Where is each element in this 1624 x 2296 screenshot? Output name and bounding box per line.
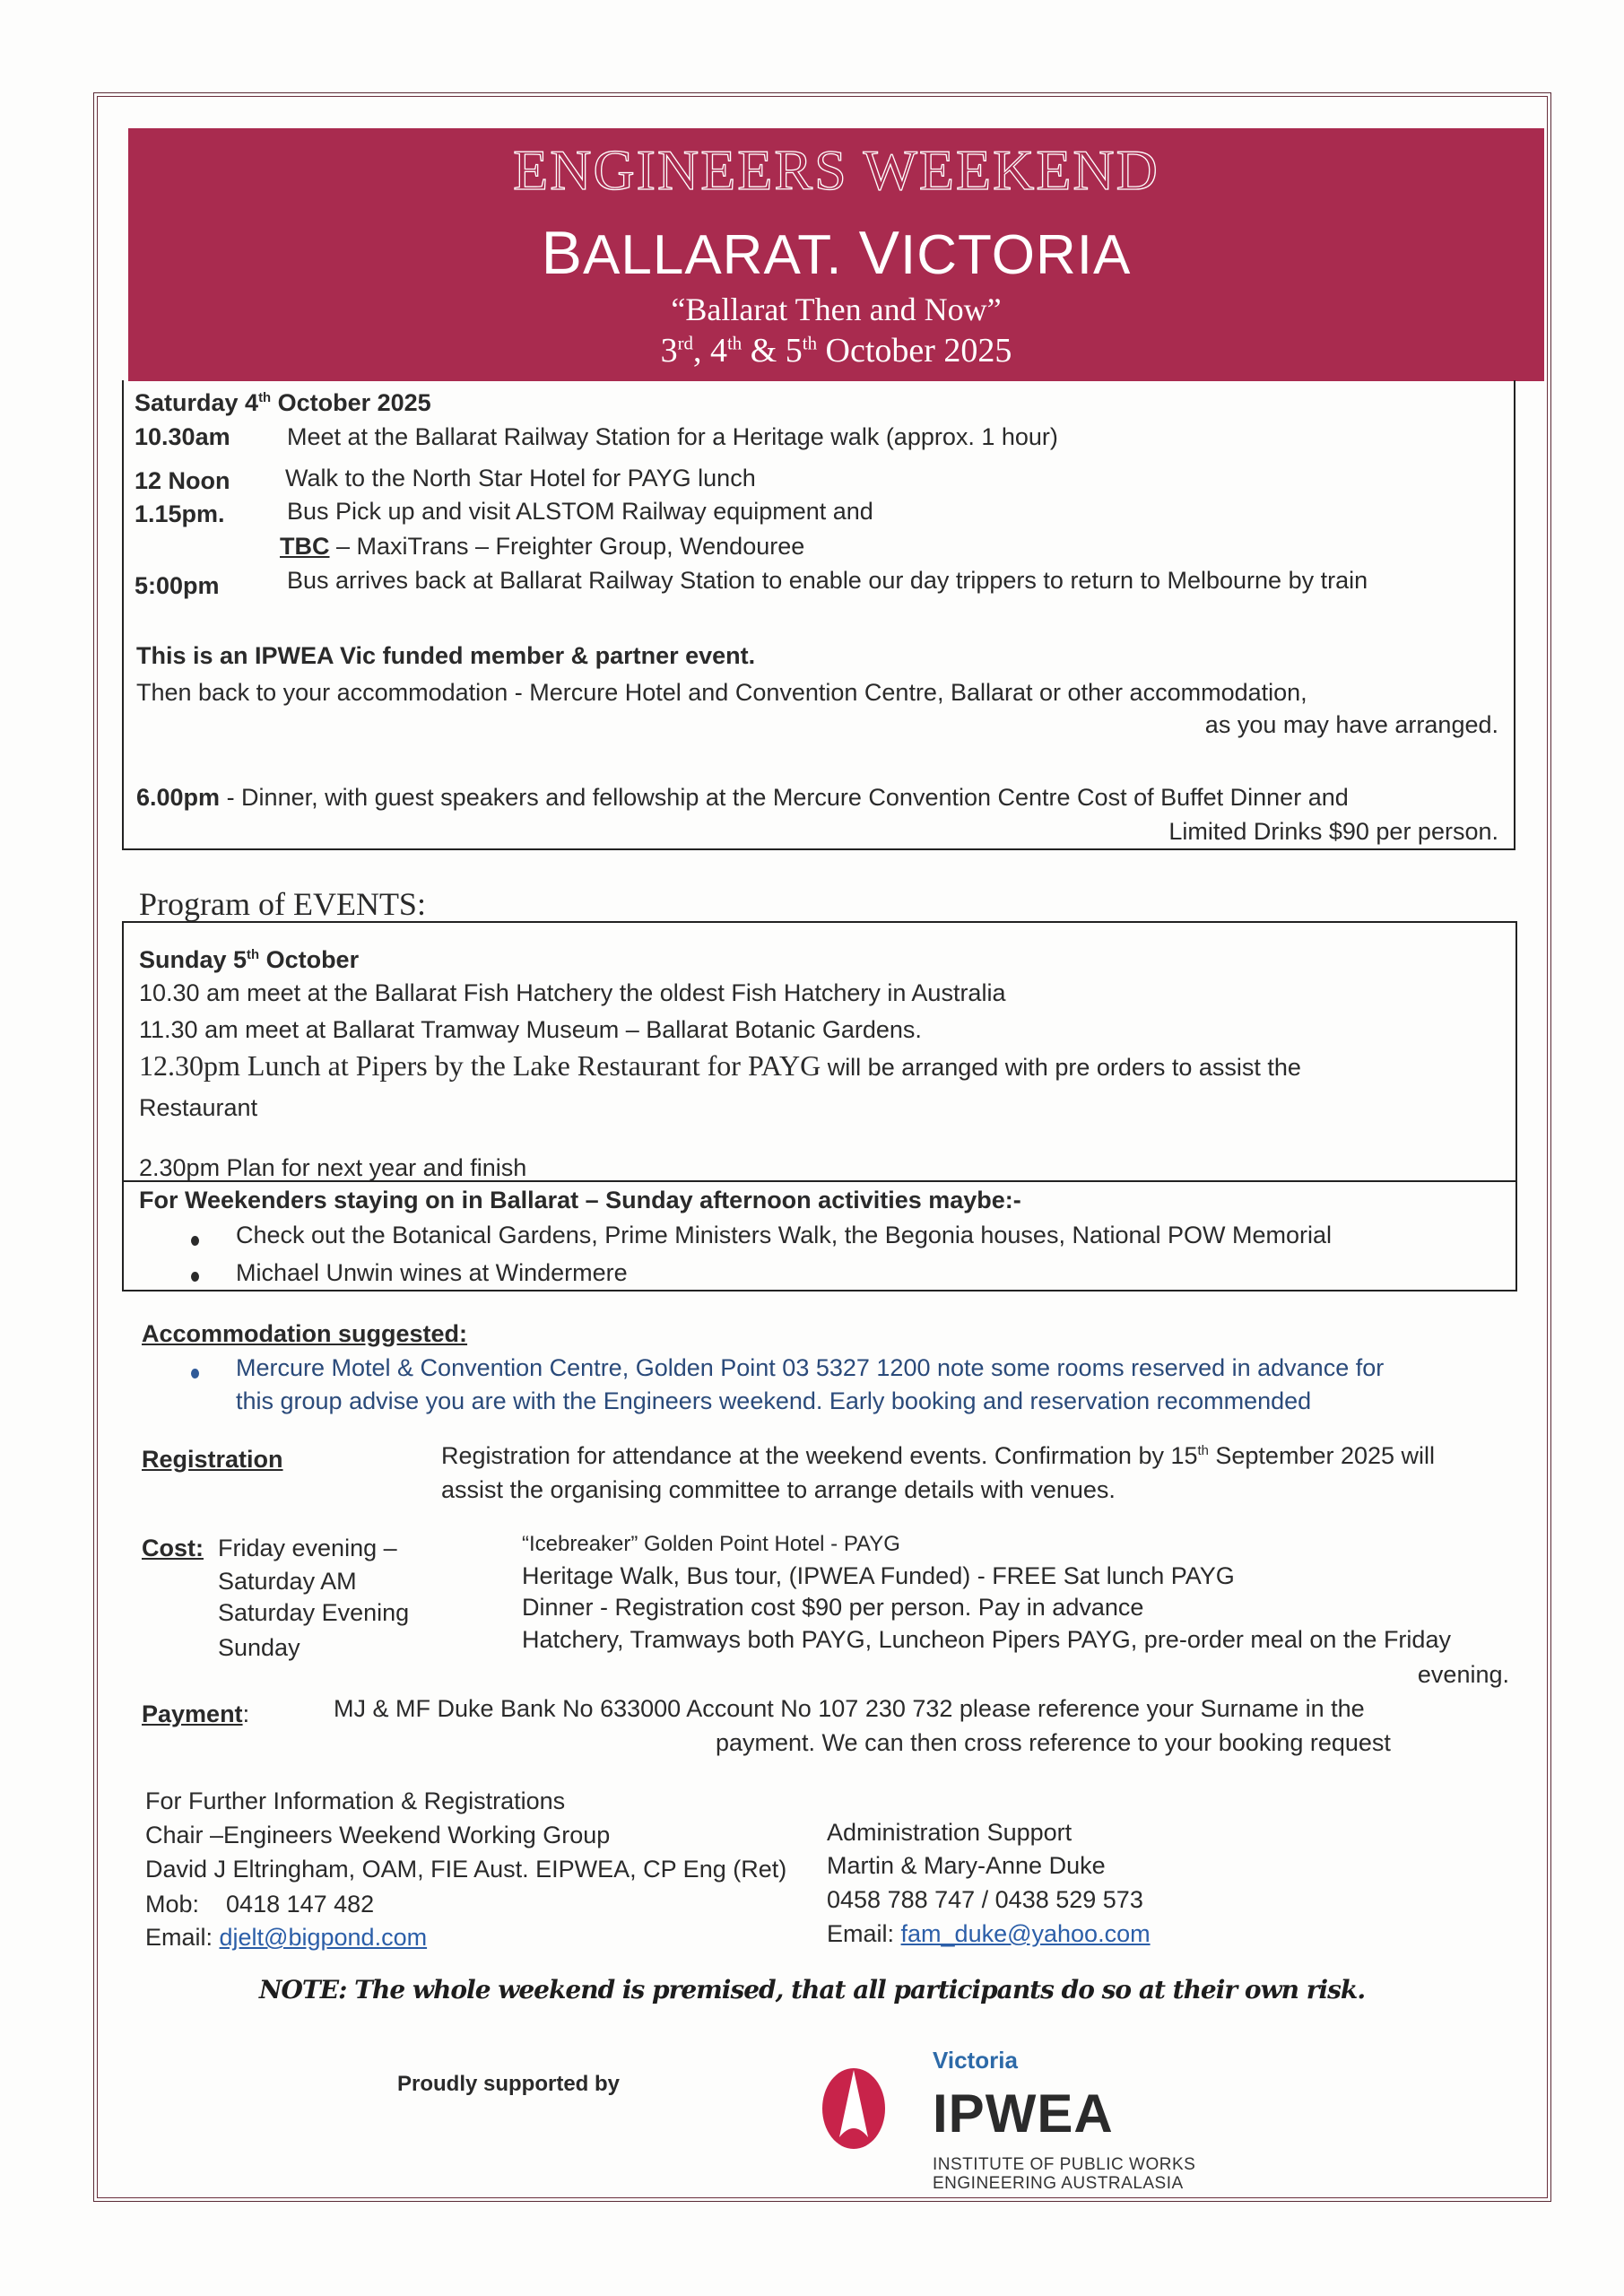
- event-dates: 3rd, 4th & 5th October 2025: [660, 332, 1012, 370]
- bullet-icon: [191, 1236, 199, 1246]
- logo-name: IPWEA: [933, 2083, 1114, 2144]
- activity-item: Michael Unwin wines at Windermere: [236, 1259, 628, 1286]
- logo-subtitle: INSTITUTE OF PUBLIC WORKS: [933, 2155, 1196, 2174]
- dinner-note-cont: Limited Drinks $90 per person.: [1168, 818, 1498, 845]
- chair-mobile: Mob: 0418 147 482: [145, 1891, 375, 1918]
- admin-phones: 0458 788 747 / 0438 529 573: [827, 1886, 1143, 1913]
- program-item-lunch: 12.30pm Lunch at Pipers by the Lake Restaurant for PAYG will be arranged with pre orders to assist the: [139, 1049, 1301, 1082]
- registration-text: Registration for attendance at the weekend events. Confirmation by 15th September 2025 will: [441, 1442, 1436, 1469]
- cost-what: Hatchery, Tramways both PAYG, Luncheon Pipers PAYG, pre-order meal on the Friday: [522, 1626, 1451, 1653]
- payment-text-cont: payment. We can then cross reference to your booking request: [716, 1729, 1391, 1756]
- funded-note: This is an IPWEA Vic funded member & partner event.: [136, 642, 756, 669]
- program-item-lunch-cont: Restaurant: [139, 1094, 258, 1121]
- payment-label: Payment:: [142, 1700, 250, 1727]
- event-location: BALLARAT. VICTORIA: [541, 219, 1132, 287]
- dinner-note: 6.00pm - Dinner, with guest speakers and fellowship at the Mercure Convention Centre Cost of Buffet Dinner and: [136, 784, 1349, 811]
- admin-name: Martin & Mary-Anne Duke: [827, 1852, 1106, 1879]
- program-item: 11.30 am meet at Ballarat Tramway Museum – Ballarat Botanic Gardens.: [139, 1016, 922, 1043]
- accommodation-item: Mercure Motel & Convention Centre, Golden Point 03 5327 1200 note some rooms reserved in advance for: [236, 1354, 1385, 1381]
- cost-when: Friday evening –: [218, 1535, 397, 1561]
- admin-email-link[interactable]: fam_duke@yahoo.com: [900, 1920, 1151, 1947]
- header-banner: [128, 128, 1544, 381]
- accommodation-item-cont: this group advise you are with the Engineers weekend. Early booking and reservation recommended: [236, 1387, 1312, 1414]
- sunday-heading: Sunday 5th October: [139, 946, 360, 973]
- chair-email-row: Email: djelt@bigpond.com: [145, 1924, 428, 1951]
- saturday-heading: Saturday 4th October 2025: [135, 389, 431, 416]
- schedule-text: Walk to the North Star Hotel for PAYG lunch: [285, 465, 756, 491]
- accommodation-note-cont: as you may have arranged.: [1204, 711, 1498, 738]
- payment-text: MJ & MF Duke Bank No 633000 Account No 107 230 732 please reference your Surname in the: [334, 1695, 1365, 1722]
- schedule-time: 12 Noon: [135, 467, 230, 494]
- cost-when: Saturday AM: [218, 1568, 357, 1595]
- cost-what: “Icebreaker” Golden Point Hotel - PAYG: [522, 1532, 900, 1556]
- activity-item: Check out the Botanical Gardens, Prime Ministers Walk, the Begonia houses, National POW Memorial: [236, 1222, 1333, 1248]
- schedule-text: Bus arrives back at Ballarat Railway Station to enable our day trippers to return to Melbourne by train: [287, 567, 1368, 594]
- weekenders-heading: For Weekenders staying on in Ballarat – Sunday afternoon activities maybe:-: [139, 1187, 1021, 1213]
- cost-when: Sunday: [218, 1634, 300, 1661]
- registration-text-cont: assist the organising committee to arrange details with venues.: [441, 1476, 1116, 1503]
- program-heading: Program of EVENTS:: [139, 886, 426, 922]
- contact-intro: For Further Information & Registrations: [145, 1787, 566, 1814]
- cost-what: Heritage Walk, Bus tour, (IPWEA Funded) - FREE Sat lunch PAYG: [522, 1562, 1235, 1589]
- schedule-text: Bus Pick up and visit ALSTOM Railway equipment and: [287, 498, 873, 525]
- ipwea-logo-icon: [821, 2067, 886, 2150]
- accommodation-heading: Accommodation suggested:: [142, 1320, 468, 1347]
- cost-what-cont: evening.: [1417, 1661, 1509, 1688]
- schedule-text: Meet at the Ballarat Railway Station for a Heritage walk (approx. 1 hour): [287, 423, 1058, 450]
- event-title: ENGINEERS WEEKEND: [513, 138, 1159, 202]
- event-theme: “Ballarat Then and Now”: [671, 291, 1002, 327]
- chair-email-link[interactable]: djelt@bigpond.com: [219, 1924, 428, 1951]
- admin-role: Administration Support: [827, 1819, 1073, 1846]
- logo-subtitle: ENGINEERING AUSTRALASIA: [933, 2174, 1184, 2193]
- bullet-icon: [191, 1272, 199, 1282]
- bullet-icon: [191, 1369, 199, 1378]
- chair-name: David J Eltringham, OAM, FIE Aust. EIPWEA, CP Eng (Ret): [145, 1856, 787, 1883]
- chair-role: Chair –Engineers Weekend Working Group: [145, 1822, 611, 1848]
- supported-by-label: Proudly supported by: [397, 2072, 621, 2096]
- schedule-time: 10.30am: [135, 423, 230, 450]
- program-item-finish: 2.30pm Plan for next year and finish: [139, 1154, 527, 1181]
- registration-label: Registration: [142, 1446, 283, 1473]
- cost-when: Saturday Evening: [218, 1599, 410, 1626]
- schedule-text-tbc: TBC – MaxiTrans – Freighter Group, Wendouree: [280, 533, 805, 560]
- schedule-time: 5:00pm: [135, 572, 220, 599]
- logo-region: Victoria: [933, 2047, 1018, 2074]
- accommodation-note: Then back to your accommodation - Mercure Hotel and Convention Centre, Ballarat or other accommodation,: [136, 679, 1307, 706]
- risk-note: NOTE: The whole weekend is premised, that all participants do so at their own risk.: [258, 1975, 1366, 2005]
- program-item: 10.30 am meet at the Ballarat Fish Hatchery the oldest Fish Hatchery in Australia: [139, 979, 1006, 1006]
- schedule-time: 1.15pm.: [135, 500, 225, 527]
- cost-label: Cost:: [142, 1535, 204, 1561]
- cost-what: Dinner - Registration cost $90 per person. Pay in advance: [522, 1594, 1144, 1621]
- admin-email-row: Email: fam_duke@yahoo.com: [827, 1920, 1151, 1947]
